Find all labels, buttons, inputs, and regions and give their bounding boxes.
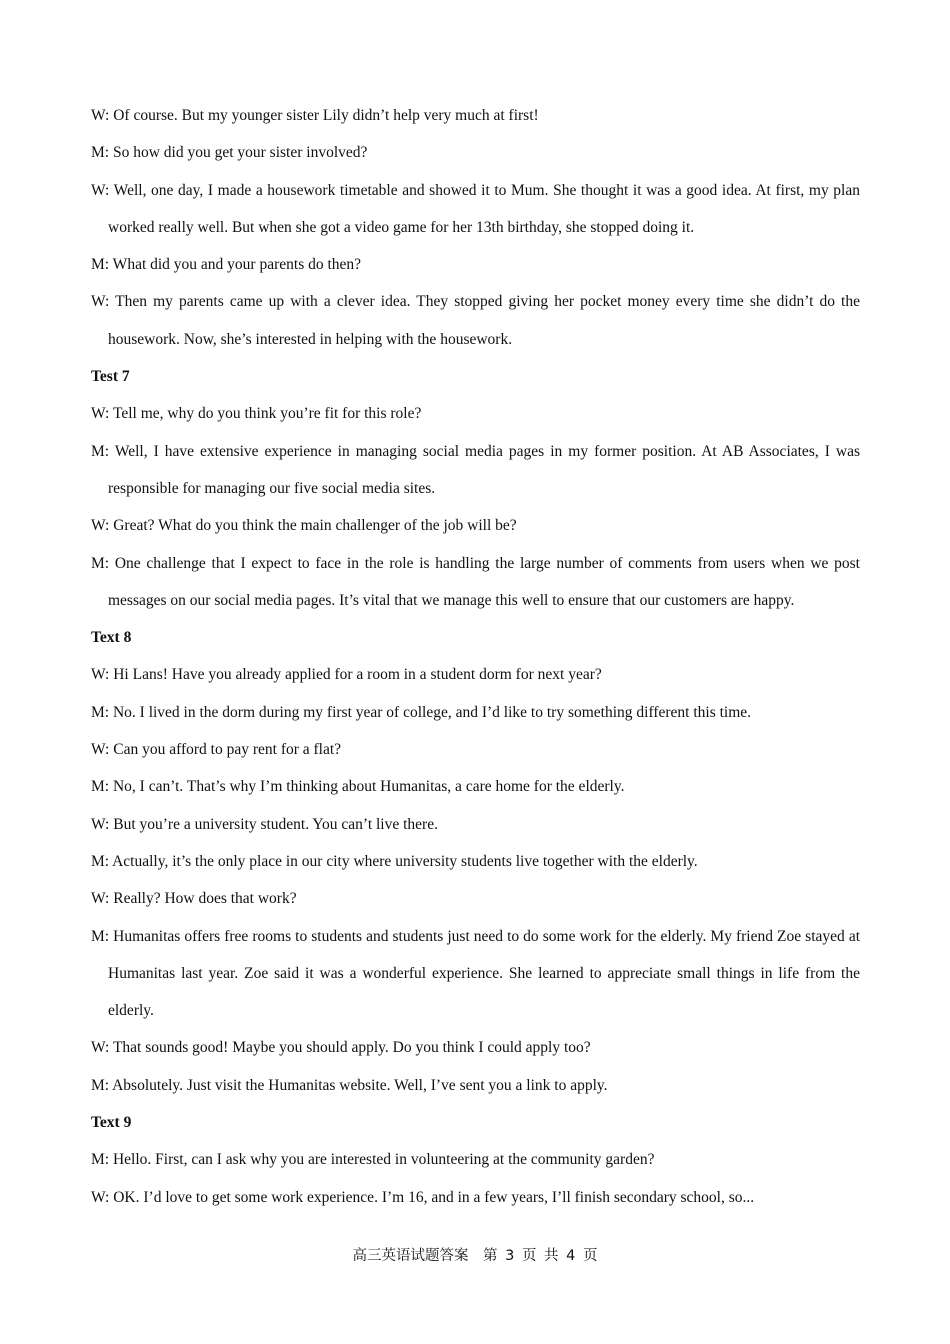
dialogue-line: M: One challenge that I expect to face in the role is handling the large number of comments from users when we post messages on our social media pages. It’s vital that we manage this well to ensure that our customers are happy. [91,554,860,609]
section-heading: Text 9 [91,1114,132,1132]
dialogue-line: M: What did you and your parents do then? [91,256,362,274]
dialogue-line: M: Actually, it’s the only place in our city where university students live together with the elderly. [91,852,698,870]
section-heading: Test 7 [91,368,130,386]
dialogue-line: W: Can you afford to pay rent for a flat? [91,741,342,759]
page-footer: 高三英语试题答案 第 3 页 共 4 页 [352,1248,598,1264]
dialogue-line: M: No, I can’t. That’s why I’m thinking about Humanitas, a care home for the elderly. [91,778,625,796]
dialogue-line: M: Absolutely. Just visit the Humanitas website. Well, I’ve sent you a link to apply. [91,1076,608,1094]
dialogue-line: M: Humanitas offers free rooms to students and students just need to do some work for the elderly. My friend Zoe stayed at Humanitas last year. Zoe said it was a wonderful experience. She learned to appreciate small things in life from the elderly. [91,927,860,1020]
dialogue-line: M: No. I lived in the dorm during my first year of college, and I’d like to try something different this time. [91,703,752,721]
dialogue-line: W: Of course. But my younger sister Lily didn’t help very much at first! [91,107,539,124]
dialogue-line: W: Great? What do you think the main challenger of the job will be? [91,517,517,535]
dialogue-line: W: OK. I’d love to get some work experience. I’m 16, and in a few years, I’ll finish secondary school, so... [91,1188,755,1206]
dialogue-line: W: Tell me, why do you think you’re fit for this role? [91,405,422,423]
dialogue-line: M: So how did you get your sister involved? [91,144,368,162]
dialogue-line: W: That sounds good! Maybe you should apply. Do you think I could apply too? [91,1039,591,1057]
dialogue-line: W: Really? How does that work? [91,890,297,908]
dialogue-line: W: But you’re a university student. You can’t live there. [91,815,438,833]
dialogue-line: W: Then my parents came up with a clever idea. They stopped giving her pocket money every time she didn’t do the housework. Now, she’s interested in helping with the housework. [91,293,860,348]
dialogue-line: W: Hi Lans! Have you already applied for a room in a student dorm for next year? [91,666,602,684]
transcript-body [91,97,860,1216]
dialogue-line: M: Well, I have extensive experience in managing social media pages in my former position. At AB Associates, I was responsible for managing our five social media sites. [91,442,860,497]
section-heading: Text 8 [91,629,132,647]
dialogue-line: M: Hello. First, can I ask why you are interested in volunteering at the community garden? [91,1151,655,1169]
dialogue-line: W: Well, one day, I made a housework timetable and showed it to Mum. She thought it was a good idea. At first, my plan worked really well. But when she got a video game for her 13th birthday, she stopped doing it. [91,181,860,236]
